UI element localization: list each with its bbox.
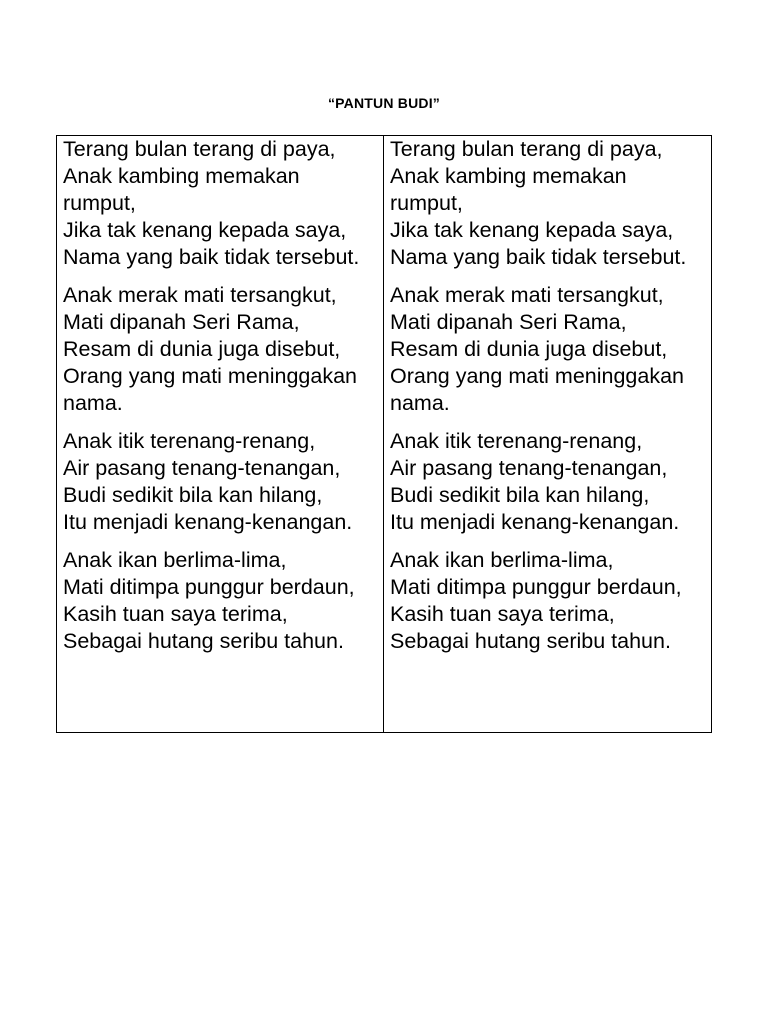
stanza-line: Itu menjadi kenang-kenangan. <box>390 510 680 534</box>
stanza-line: Kasih tuan saya terima, <box>390 602 615 626</box>
stanza-line: Anak kambing memakan <box>390 164 627 188</box>
stanza-line: Mati dipanah Seri Rama, <box>390 310 627 334</box>
stanza-line: Anak merak mati tersangkut, <box>63 283 337 307</box>
stanza-line: Anak itik terenang-renang, <box>390 429 643 453</box>
stanza-line: Budi sedikit bila kan hilang, <box>63 483 323 507</box>
stanza-line: Anak merak mati tersangkut, <box>390 283 664 307</box>
stanza-line: nama. <box>390 391 450 415</box>
stanza-line: Terang bulan terang di paya, <box>390 137 663 161</box>
stanza-line: Itu menjadi kenang-kenangan. <box>63 510 353 534</box>
stanza-line: nama. <box>63 391 123 415</box>
stanza-line: Sebagai hutang seribu tahun. <box>63 629 344 653</box>
stanza-line: Orang yang mati meninggakan <box>390 364 685 388</box>
left-column <box>57 136 384 732</box>
stanza-2 <box>390 282 711 417</box>
stanza-line: Terang bulan terang di paya, <box>63 137 336 161</box>
stanza-line: Anak ikan berlima-lima, <box>63 548 287 572</box>
stanza-3 <box>390 428 711 536</box>
stanza-1 <box>63 136 383 271</box>
stanza-line: Anak itik terenang-renang, <box>63 429 316 453</box>
stanza-line: Orang yang mati meninggakan <box>63 364 358 388</box>
stanza-line: Air pasang tenang-tenangan, <box>63 456 341 480</box>
stanza-line: Budi sedikit bila kan hilang, <box>390 483 650 507</box>
stanza-3 <box>63 428 383 536</box>
stanza-line: Mati ditimpa punggur berdaun, <box>63 575 355 599</box>
stanza-1 <box>390 136 711 271</box>
stanza-line: Resam di dunia juga disebut, <box>63 337 341 361</box>
stanza-line: Kasih tuan saya terima, <box>63 602 288 626</box>
stanza-line: Mati ditimpa punggur berdaun, <box>390 575 682 599</box>
stanza-line: Air pasang tenang-tenangan, <box>390 456 668 480</box>
right-column <box>384 136 711 732</box>
stanza-line: Jika tak kenang kepada saya, <box>390 218 674 242</box>
stanza-line: Anak kambing memakan <box>63 164 300 188</box>
stanza-line: Anak ikan berlima-lima, <box>390 548 614 572</box>
stanza-line: Nama yang baik tidak tersebut. <box>63 245 360 269</box>
stanza-line: rumput, <box>390 191 463 215</box>
stanza-line: Jika tak kenang kepada saya, <box>63 218 347 242</box>
page-title: “PANTUN BUDI” <box>327 95 440 111</box>
stanza-line: Mati dipanah Seri Rama, <box>63 310 300 334</box>
stanza-4 <box>63 547 383 655</box>
pantun-table <box>56 135 712 733</box>
stanza-line: Resam di dunia juga disebut, <box>390 337 668 361</box>
stanza-line: rumput, <box>63 191 136 215</box>
stanza-line: Sebagai hutang seribu tahun. <box>390 629 671 653</box>
stanza-2 <box>63 282 383 417</box>
stanza-4 <box>390 547 711 655</box>
stanza-line: Nama yang baik tidak tersebut. <box>390 245 687 269</box>
